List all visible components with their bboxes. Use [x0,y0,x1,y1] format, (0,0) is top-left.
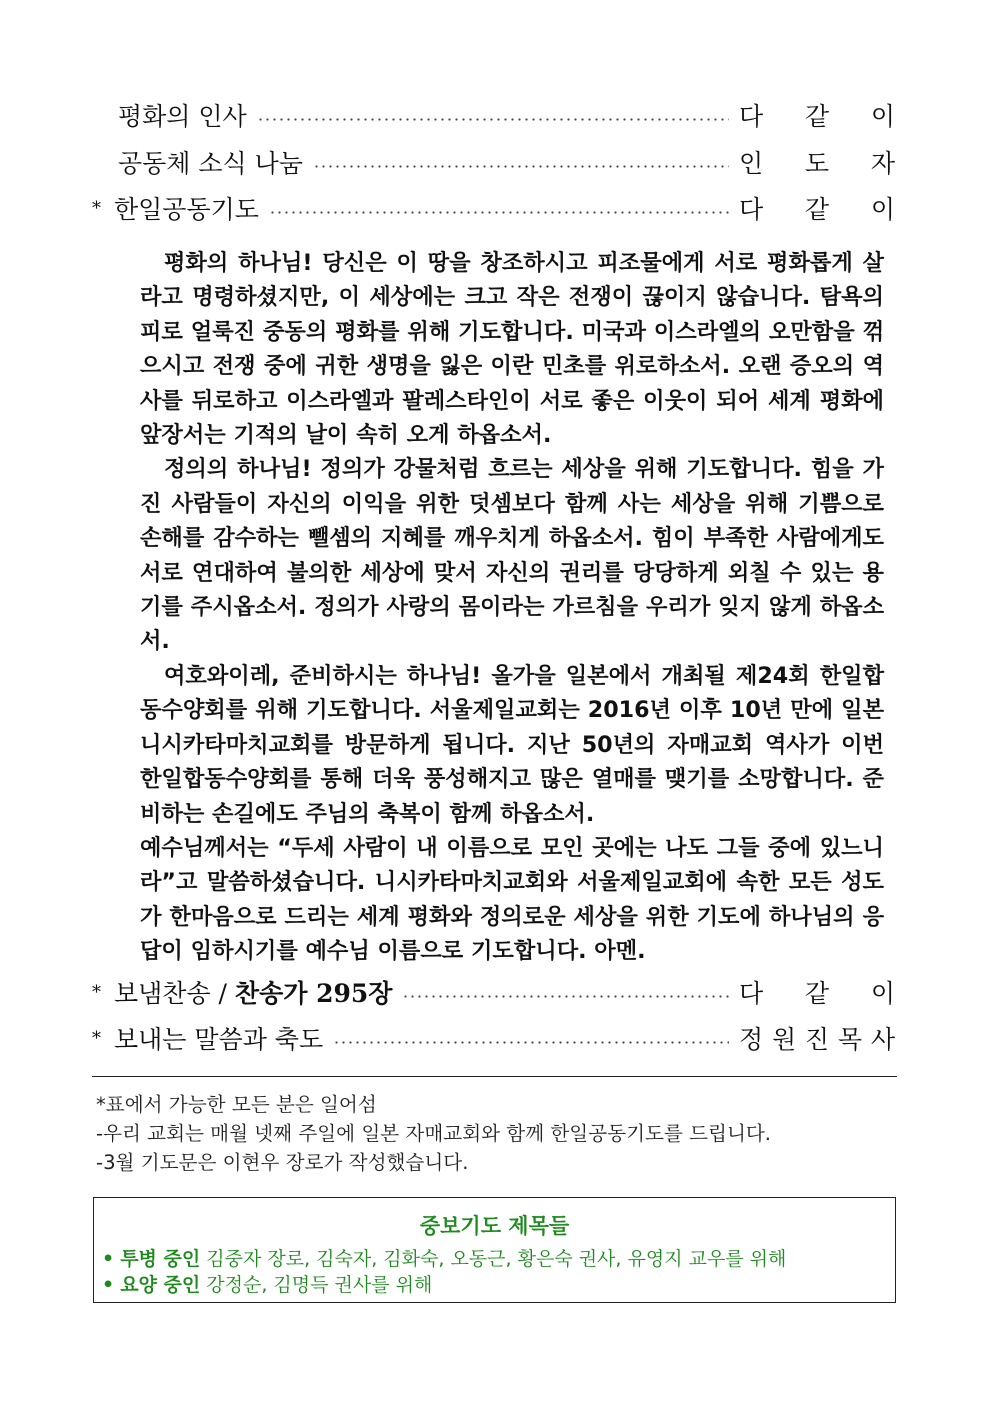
order-row-peace-greeting [92,95,895,135]
intercession-item-text: 김중자 장로, 김숙자, 김화숙, 오동근, 황은숙 권사, 유영지 교우를 위해 [206,1248,787,1270]
bullet-icon: • [102,1274,115,1296]
intercession-title: 중보기도 제목들 [419,1214,570,1238]
order-item-leader: 다 같 이 [739,102,895,131]
order-item-label: 보냄찬송 / 찬송가 295장 [114,979,393,1008]
order-item-leader: 다 같 이 [739,979,895,1008]
intercession-item-label: 요양 중인 [120,1274,201,1296]
leader-dots [313,165,729,168]
order-item-label: 한일공동기도 [114,195,259,224]
order-item-leader: 인 도 자 [739,149,895,178]
section-divider [92,1076,897,1077]
order-item-label: 공동체 소식 나눔 [118,149,303,178]
intercession-item-label: 투병 중인 [120,1248,201,1270]
standing-mark: * [92,981,101,1003]
note-monthly-prayer: -우리 교회는 매월 넷째 주일에 일본 자매교회와 함께 한일공동기도를 드립니다. [96,1122,772,1145]
notes [96,1090,896,1177]
prayer-paragraph-closing: 예수님께서는 “두세 사람이 내 이름으로 모인 곳에는 나도 그들 중에 있느니라”고 말씀하셨습니다. 니시카타마치교회와 서울제일교회에 속한 모든 성도가 한마음으로 드리는 세계 평화와 정의로운 세상을 위한 기도에 하나님의 응답이 임하시기를 예수님 이름으로 기도합니다. 아멘. [140,834,884,965]
standing-mark: * [92,1027,101,1049]
order-item-label: 평화의 인사 [118,102,247,131]
order-item-label: 보내는 말씀과 축도 [114,1025,324,1054]
order-item-leader: 다 같 이 [739,195,895,224]
order-item-leader: 정 원 진 목 사 [739,1025,895,1054]
order-row-benediction [92,1018,895,1058]
leader-dots [257,118,729,121]
order-row-community-news [92,142,895,182]
intercession-item-text: 강정순, 김명득 권사를 위해 [206,1274,433,1296]
leader-dots [402,995,729,998]
prayer-paragraph-justice: 정의의 하나님! 정의가 강물처럼 흐르는 세상을 위해 기도합니다. 힘을 가진 사람들이 자신의 이익을 위한 덧셈보다 함께 사는 세상을 위해 기쁨으로 손해를 감수하는 뺄셈의 지혜를 깨우치게 하옵소서. 힘이 부족한 사람에게도 서로 연대하여 불의한 세상에 맞서 자신의 권리를 당당하게 외칠 수 있는 용기를 주시옵소서. 정의가 사랑의 몸이라는 가르침을 우리가 잊지 않게 하옵소서. [140,456,884,655]
leader-dots [333,1041,729,1044]
prayer-paragraph-peace: 평화의 하나님! 당신은 이 땅을 창조하시고 피조물에게 서로 평화롭게 살라고 명령하셨지만, 이 세상에는 크고 작은 전쟁이 끊이지 않습니다. 탐욕의 피로 얼룩진 중동의 평화를 위해 기도합니다. 미국과 이스라엘의 오만함을 꺾으시고 전쟁 중에 귀한 생명을 잃은 이란 민초를 위로하소서. 오랜 증오의 역사를 뒤로하고 이스라엘과 팔레스타인이 서로 좋은 이웃이 되어 세계 평화에 앞장서는 기적의 날이 속히 오게 하옵소서. [140,250,884,449]
intercession-item-illness [102,1244,786,1271]
prayer-paragraph-retreat: 여호와이레, 준비하시는 하나님! 올가을 일본에서 개최될 제24회 한일합동수양회를 위해 기도합니다. 서울제일교회는 2016년 이후 10년 만에 일본 니시카타마치교회를 방문하게 됩니다. 지난 50년의 자매교회 역사가 이번 한일합동수양회를 통해 더욱 풍성해지고 많은 열매를 맺기를 소망합니다. 준비하는 손길에도 주님의 축복이 함께 하옵소서. [140,662,884,827]
note-author: -3월 기도문은 이현우 장로가 작성했습니다. [96,1151,469,1174]
note-standing: *표에서 가능한 모든 분은 일어섬 [96,1093,377,1116]
order-row-korea-japan-prayer [92,188,895,228]
leader-dots [269,211,729,214]
hymn-number: 찬송가 295장 [234,979,393,1008]
intercession-box [93,1197,896,1303]
bullet-icon: • [102,1248,115,1270]
intercession-item-care [102,1270,432,1297]
order-row-sending-hymn [92,972,895,1012]
prayer-text [140,246,884,969]
standing-mark: * [92,197,101,219]
